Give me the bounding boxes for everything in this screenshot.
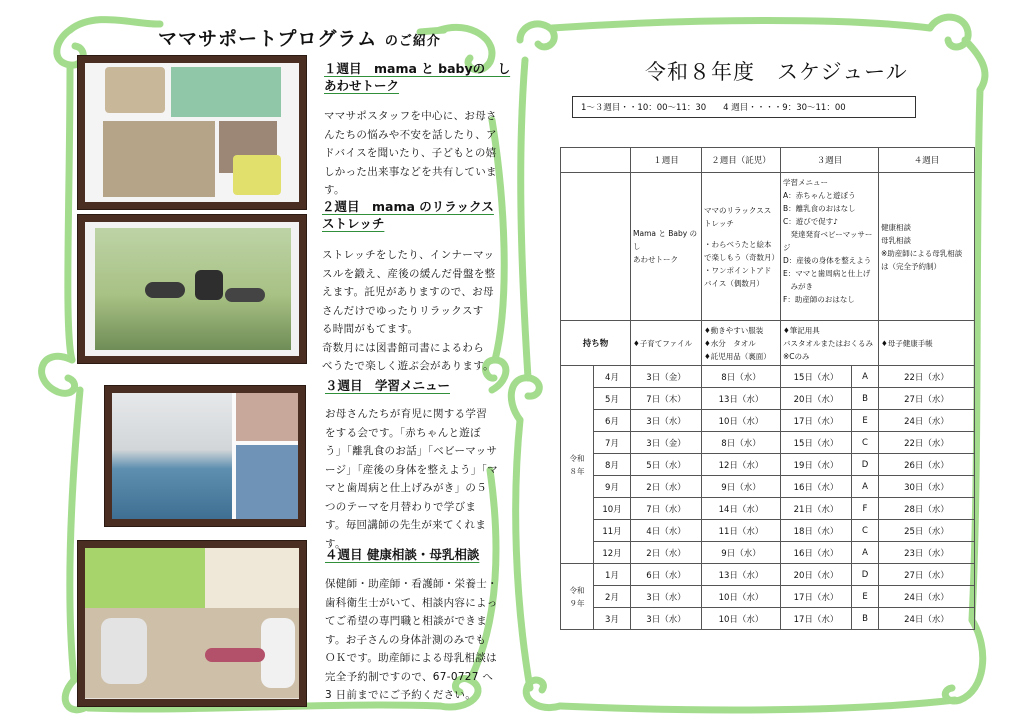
- program-title-main: ママサポートプログラム: [158, 28, 378, 50]
- month-cell: 12月: [594, 542, 631, 564]
- date-cell-w3: 16日（水）: [781, 476, 852, 498]
- date-cell-w2: 9日（水）: [702, 476, 781, 498]
- date-cell-w3: 19日（水）: [781, 454, 852, 476]
- month-cell: 9月: [594, 476, 631, 498]
- week3-body-line: マと歯周病と仕上げみがき」の５: [325, 482, 487, 494]
- items-week2-line: ♦動きやすい服装: [704, 325, 764, 335]
- content-week1-text: Mama と Baby のし あわせトーク: [633, 229, 698, 264]
- items-week4: [879, 321, 975, 366]
- menu-code-cell: E: [852, 410, 879, 432]
- date-cell-w2: 12日（水）: [702, 454, 781, 476]
- week4-title: [325, 546, 479, 563]
- month-cell: 11月: [594, 520, 631, 542]
- table-row: [561, 542, 975, 564]
- week2-title-line1: ２週目 mama のリラックス: [322, 199, 494, 214]
- week2-body-line: る時間がもてます。: [322, 323, 419, 335]
- photo-week1: [77, 55, 307, 210]
- week1-title: [324, 60, 510, 94]
- schedule-table: [560, 147, 975, 630]
- week4-body-line: てご希望の専門職と相談ができま: [325, 615, 487, 627]
- week4-body-line: 完全予約制ですので、67-0727 へ: [325, 670, 494, 683]
- date-cell-w4: 22日（水）: [879, 432, 975, 454]
- date-cell-w3: 15日（水）: [781, 432, 852, 454]
- content-week4-line: は（完全予約制）: [881, 261, 941, 271]
- date-cell-w2: 11日（水）: [702, 520, 781, 542]
- month-cell: 7月: [594, 432, 631, 454]
- year-label: 令和 ８年: [561, 366, 594, 564]
- content-week3-line: A：赤ちゃんと遊ぼう: [783, 191, 856, 200]
- month-cell: 8月: [594, 454, 631, 476]
- menu-code-cell: C: [852, 432, 879, 454]
- week4-title-line1: ４週目 健康相談・母乳相談: [325, 547, 480, 562]
- menu-code-cell: F: [852, 498, 879, 520]
- week1-body-line: んたちの悩みや不安を話したり、ア: [324, 128, 497, 141]
- date-cell-w3: 15日（水）: [781, 366, 852, 388]
- date-cell-w4: 23日（水）: [879, 542, 975, 564]
- header-week4: ４週目: [879, 148, 975, 173]
- menu-code-cell: C: [852, 520, 879, 542]
- menu-code-cell: A: [852, 476, 879, 498]
- week3-body-line: す。: [325, 537, 346, 550]
- date-cell-w1: 5日（水）: [631, 454, 702, 476]
- date-cell-w1: 7日（水）: [631, 498, 702, 520]
- content-week3: [781, 173, 879, 321]
- week4-body-line: 3 日前までにご予約ください。: [325, 689, 477, 701]
- table-row: [561, 388, 975, 410]
- items-row: [561, 321, 975, 366]
- week1-title-line2: あわせトーク: [324, 78, 400, 93]
- items-week2: [702, 321, 781, 366]
- month-cell: 5月: [594, 388, 631, 410]
- week2-title-line2: ストレッチ: [322, 216, 385, 231]
- date-cell-w1: 4日（水）: [631, 520, 702, 542]
- table-row: [561, 410, 975, 432]
- week2-body-line: 奇数月には図書館司書によるわら: [322, 341, 484, 354]
- content-week3-line: みがき: [783, 282, 813, 291]
- content-week2-line: ・わらべうたと絵本: [704, 239, 772, 249]
- content-blank: [561, 173, 631, 321]
- schedule-title: 令和８年度 スケジュール: [645, 60, 908, 84]
- content-row: [561, 173, 975, 321]
- photo-week3: [104, 385, 306, 527]
- date-cell-w3: 17日（水）: [781, 608, 852, 630]
- table-row: [561, 432, 975, 454]
- menu-code-cell: A: [852, 542, 879, 564]
- week1-body: [324, 107, 497, 200]
- header-week3: ３週目: [781, 148, 879, 173]
- time-note: 1～３週目・・10：00～11：30 4 週目・・・・9：30～11：00: [572, 96, 916, 118]
- date-cell-w2: 10日（水）: [702, 410, 781, 432]
- content-week2-line: トレッチ: [704, 218, 734, 228]
- content-week3-line: 学習メニュー: [783, 178, 828, 187]
- date-cell-w3: 20日（水）: [781, 564, 852, 586]
- week4-body-line: す。お子さんの身体計測のみでも: [325, 633, 487, 646]
- date-cell-w1: 3日（水）: [631, 410, 702, 432]
- date-cell-w1: 3日（水）: [631, 608, 702, 630]
- date-cell-w4: 25日（水）: [879, 520, 975, 542]
- content-week2: [702, 173, 781, 321]
- menu-code-cell: B: [852, 608, 879, 630]
- date-cell-w4: 24日（水）: [879, 410, 975, 432]
- week2-body-line: ストレッチをしたり、インナーマッ: [322, 249, 495, 261]
- date-cell-w1: 2日（水）: [631, 476, 702, 498]
- header-week2: ２週目（託児）: [702, 148, 781, 173]
- menu-code-cell: B: [852, 388, 879, 410]
- month-cell: 2月: [594, 586, 631, 608]
- week2-body-line: スルを鍛え、産後の緩んだ骨盤を整: [322, 267, 496, 280]
- date-cell-w4: 27日（水）: [879, 388, 975, 410]
- week1-body-line: す。: [324, 184, 345, 196]
- menu-code-cell: D: [852, 454, 879, 476]
- program-title-sub: のご紹介: [384, 34, 441, 49]
- week2-body: [322, 246, 495, 376]
- table-header-row: [561, 148, 975, 173]
- date-cell-w2: 8日（水）: [702, 366, 781, 388]
- program-title: [158, 24, 441, 51]
- date-cell-w1: 6日（水）: [631, 564, 702, 586]
- date-cell-w2: 9日（水）: [702, 542, 781, 564]
- items-week3-line: バスタオルまたはおくるみ: [783, 338, 873, 348]
- date-cell-w1: 7日（木）: [631, 388, 702, 410]
- menu-code-cell: A: [852, 366, 879, 388]
- week3-body-line: つのテーマを月替わりで学びま: [325, 500, 477, 513]
- week3-body-line: ージ」「産後の身体を整えよう」「マ: [325, 463, 498, 476]
- date-cell-w1: 3日（金）: [631, 432, 702, 454]
- week4-body-line: 保健師・助産師・看護師・栄養士・: [325, 578, 498, 590]
- month-cell: 6月: [594, 410, 631, 432]
- menu-code-cell: E: [852, 586, 879, 608]
- month-cell: 3月: [594, 608, 631, 630]
- date-cell-w4: 28日（水）: [879, 498, 975, 520]
- week3-body-line: す。毎回講師の先生が来てくれま: [325, 519, 487, 531]
- table-row: [561, 454, 975, 476]
- table-row: [561, 520, 975, 542]
- week1-title-line1: １週目 mama と babyの し: [324, 61, 511, 76]
- items-week1: [631, 321, 702, 366]
- content-week3-line: D：産後の身体を整えよう: [783, 256, 872, 265]
- year-label: 令和 ９年: [561, 564, 594, 630]
- date-cell-w4: 22日（水）: [879, 366, 975, 388]
- items-week3: [781, 321, 879, 366]
- week1-body-line: ママサポスタッフを中心に、お母さ: [324, 110, 497, 122]
- items-label: 持ち物: [561, 321, 631, 366]
- month-cell: 10月: [594, 498, 631, 520]
- date-cell-w3: 20日（水）: [781, 388, 852, 410]
- date-cell-w4: 30日（水）: [879, 476, 975, 498]
- date-cell-w4: 24日（水）: [879, 586, 975, 608]
- table-row: [561, 476, 975, 498]
- date-cell-w2: 10日（水）: [702, 586, 781, 608]
- table-row: [561, 564, 975, 586]
- date-cell-w3: 17日（水）: [781, 410, 852, 432]
- date-cell-w2: 13日（水）: [702, 388, 781, 410]
- week3-title-line1: ３週目 学習メニュー: [325, 378, 451, 393]
- items-week3-line: ※Cのみ: [783, 351, 810, 361]
- date-cell-w2: 14日（水）: [702, 498, 781, 520]
- content-week2-line: バイス（偶数月）: [704, 278, 764, 288]
- content-week2-line: ママのリラックスス: [704, 205, 772, 215]
- header-week1: １週目: [631, 148, 702, 173]
- date-cell-w3: 21日（水）: [781, 498, 852, 520]
- week1-body-line: しかった出来事などを共有していま: [324, 165, 497, 178]
- content-week2-line: で楽しもう（奇数月）: [704, 252, 779, 262]
- content-week4: [879, 173, 975, 321]
- date-cell-w1: 3日（金）: [631, 366, 702, 388]
- reiwa8-rows: [561, 366, 975, 564]
- content-week3-line: B：離乳食のおはなし: [783, 204, 856, 213]
- table-row: [561, 366, 975, 388]
- content-week4-line: 母乳相談: [881, 235, 911, 245]
- items-week3-line: ♦筆記用具: [783, 325, 820, 335]
- table-row: [561, 608, 975, 630]
- week4-body: [325, 575, 498, 705]
- content-week3-line: C：遊びで促す♪: [783, 217, 839, 226]
- week2-body-line: さんだけでゆったりリラックスす: [322, 304, 484, 317]
- week3-body-line: お母さんたちが育児に関する学習: [325, 408, 487, 420]
- date-cell-w2: 8日（水）: [702, 432, 781, 454]
- table-row: [561, 586, 975, 608]
- items-week4-line: ♦母子健康手帳: [881, 338, 933, 348]
- date-cell-w3: 16日（水）: [781, 542, 852, 564]
- week2-body-line: べうたで楽しく遊ぶ会があります。: [322, 360, 494, 372]
- week4-body-line: ＯＫです。助産師による母乳相談は: [325, 652, 497, 664]
- photo-week4: [77, 540, 307, 707]
- content-week3-line: 発達発育ベビーマッサージ: [783, 230, 873, 252]
- month-cell: 4月: [594, 366, 631, 388]
- date-cell-w4: 26日（水）: [879, 454, 975, 476]
- date-cell-w4: 27日（水）: [879, 564, 975, 586]
- items-week2-line: ♦水分 タオル: [704, 338, 756, 348]
- date-cell-w2: 10日（水）: [702, 608, 781, 630]
- content-week3-line: E：ママと歯周病と仕上げ: [783, 269, 871, 278]
- week3-title: [325, 377, 450, 394]
- date-cell-w3: 17日（水）: [781, 586, 852, 608]
- date-cell-w4: 24日（水）: [879, 608, 975, 630]
- week4-body-line: 歯科衛生士がいて、相談内容によっ: [325, 596, 498, 609]
- reiwa9-rows: [561, 564, 975, 630]
- menu-code-cell: D: [852, 564, 879, 586]
- week3-body: [325, 405, 498, 553]
- date-cell-w1: 3日（水）: [631, 586, 702, 608]
- content-week2-line: ・ワンポイントアド: [704, 265, 772, 275]
- week2-title: [322, 198, 494, 232]
- week3-body-line: をする会です。「赤ちゃんと遊ぼ: [325, 426, 481, 439]
- date-cell-w3: 18日（水）: [781, 520, 852, 542]
- content-week3-line: F：助産師のおはなし: [783, 295, 855, 304]
- items-week2-line: ♦託児用品（裏面）: [704, 351, 771, 361]
- table-row: [561, 498, 975, 520]
- content-week4-line: ※助産師による母乳相談: [881, 248, 963, 258]
- items-week1-line: ♦子育てファイル: [633, 338, 693, 348]
- date-cell-w1: 2日（水）: [631, 542, 702, 564]
- photo-week2: [77, 214, 307, 364]
- header-blank: [561, 148, 631, 173]
- content-week1: [631, 173, 702, 321]
- week2-body-line: えます。託児がありますので、お母: [322, 286, 494, 298]
- week3-body-line: う」「離乳食のお話」「ベビーマッサ: [325, 445, 498, 457]
- date-cell-w2: 13日（水）: [702, 564, 781, 586]
- month-cell: 1月: [594, 564, 631, 586]
- content-week4-line: 健康相談: [881, 222, 911, 232]
- week1-body-line: ドバイスを聞いたり、子どもとの嬉: [324, 147, 497, 159]
